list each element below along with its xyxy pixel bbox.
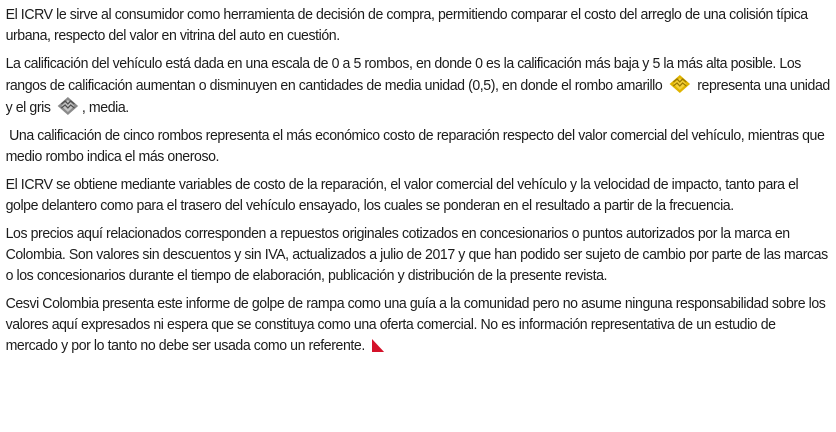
paragraph-icrv-purpose: El ICRV le sirve al consumidor como herramienta de decisión de compra, permitiendo comparar el costo del arreglo de una colisión típica urbana, respecto del valor en vitrina del auto en cuestión. bbox=[5, 6, 808, 44]
disclaimer-text: Cesvi Colombia presenta este informe de golpe de rampa como una guía a la comunidad pero no asume ninguna responsabilidad sobre los valores aquí expresados ni espera que se constituya como una oferta comercial. No es información representativa de un estudio de mercado y por lo tanto no debe ser usada como un referente. bbox=[5, 295, 826, 354]
rhombus-yellow-icon bbox=[668, 74, 692, 94]
rating-half-text: , media. bbox=[81, 99, 129, 116]
rating-unit-text: representa una unidad y el gris bbox=[5, 77, 830, 116]
paragraph-rating-meaning: Una calificación de cinco rombos representa el más económico costo de reparación respecto del valor comercial del vehículo, mientras que medio rombo indica el más oneroso. bbox=[5, 127, 828, 165]
paragraph-disclaimer bbox=[6, 293, 831, 356]
paragraph-prices: Los precios aquí relacionados corresponden a repuestos originales cotizados en concesionarios o puntos autorizados por la marca en Colombia. Son valores sin descuentos y sin IVA, actualizados a julio de 2017 y que han podido ser sujeto de cambio por parte de las marcas o los concesionarios durante el tiempo de elaboración, publicación y distribución de la presente revista. bbox=[5, 225, 828, 284]
triangle-end-icon bbox=[372, 339, 384, 352]
rhombus-gray-icon bbox=[56, 96, 80, 116]
rating-scale-text: La calificación del vehículo está dada en una escala de 0 a 5 rombos, en donde 0 es la calificación más baja y 5 la más alta posible. Los rangos de calificación aumentan o disminuyen en cantidades de media unidad (0,5), en donde el rombo amarillo bbox=[5, 55, 801, 94]
paragraph-rating-scale bbox=[6, 53, 831, 118]
paragraph-icrv-method: El ICRV se obtiene mediante variables de costo de la reparación, el valor comercial del vehículo y la velocidad de impacto, tanto para el golpe delantero como para el trasero del vehículo ensayado, los cuales se ponderan en el resultado a partir de la frecuencia. bbox=[5, 176, 799, 214]
